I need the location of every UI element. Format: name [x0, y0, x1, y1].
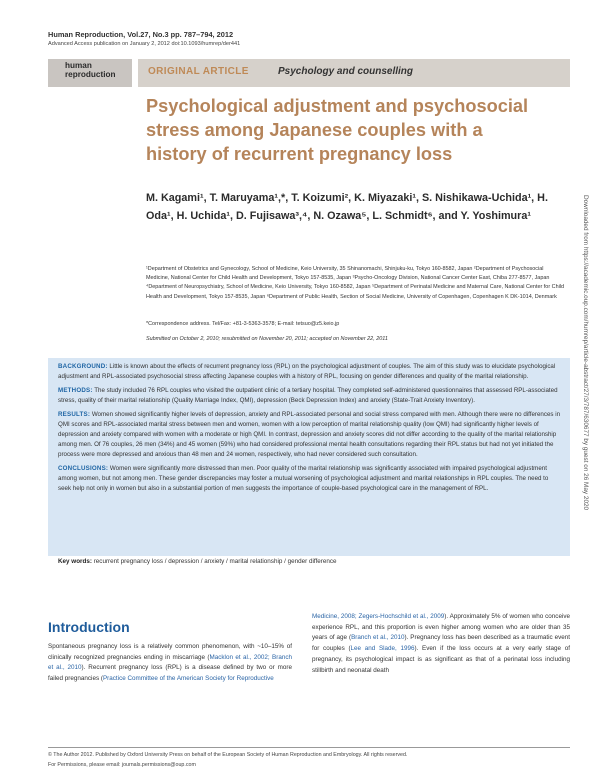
abstract-conclusions: [58, 464, 561, 494]
journal-logo: [48, 59, 132, 87]
intro-text: ). Approximately 5% of women who conceive experience RPL, and this proportion is even higher among women who are older than 35 years of age (: [312, 613, 570, 642]
intro-text: Spontaneous pregnancy loss is a relatively common phenomenon, with ~10–15% of clinically recognized pregnancies ending in miscarriage (: [48, 643, 292, 661]
download-watermark-text: Downloaded from https://academic.oup.com/humrep/article-abstract/27/3/787/630677 by guest on 26 May 2020: [582, 195, 589, 511]
citation-link[interactable]: Macklon et al., 2002; Branch et al., 2010: [48, 653, 292, 672]
download-watermark: [581, 195, 591, 570]
intro-text: ). Pregnancy loss has been described as a traumatic event for couples (: [312, 634, 570, 653]
author-list: M. Kagami¹, T. Maruyama¹,*, T. Koizumi², K. Miyazaki¹, S. Nishikawa-Uchida¹, H. Oda¹, H. Uchida¹, D. Fujisawa³,⁴, N. Ozawa⁵, L. Schmidt⁶, and Y. Yoshimura¹: [146, 192, 548, 222]
keywords-text: recurrent pregnancy loss / depression / anxiety / marital relationship / gender difference: [93, 558, 337, 565]
footer-divider: [48, 747, 570, 748]
article-section: Psychology and counselling: [278, 66, 414, 77]
journal-citation: Human Reproduction, Vol.27, No.3 pp. 787–794, 2012: [48, 30, 234, 39]
background-text: Little is known about the effects of recurrent pregnancy loss (RPL) on the psychological adjustment of couples. The aim of this study was to elucidate psychological adjustment and RPL-associated psychosocial stress affecting Japanese couples with a history of RPL, focusing on gender differences and quality of the marital relationship.: [58, 363, 556, 380]
conclusions-label: CONCLUSIONS:: [58, 465, 109, 472]
abstract-box: [48, 358, 570, 556]
citation-link[interactable]: Medicine, 2008; Zegers-Hochschild et al., 2009: [312, 613, 445, 620]
citation-link[interactable]: Branch et al., 2010: [351, 634, 405, 642]
results-label: RESULTS:: [58, 411, 91, 418]
background-label: BACKGROUND:: [58, 363, 108, 370]
article-type: ORIGINAL ARTICLE: [148, 66, 249, 77]
keywords-label: Key words:: [58, 558, 92, 565]
article-title: Psychological adjustment and psychosocial stress among Japanese couples with a history of recurrent pregnancy loss: [146, 96, 529, 164]
abstract-results: [58, 410, 561, 460]
advance-access-line: Advanced Access publication on January 2, 2012 doi:10.1093/humrep/der441: [48, 41, 241, 47]
correspondence: *Correspondence address. Tel/Fax: +81-3-5363-3578; E-mail: tetsuo@z5.keio.jp: [146, 321, 340, 327]
keywords: [58, 558, 568, 565]
intro-column-right: [312, 612, 570, 676]
permissions-notice: For Permissions, please email: journals.permissions@oup.com: [48, 762, 196, 768]
citation-link[interactable]: Lee and Slade, 1996: [350, 645, 415, 653]
logo-line-2: reproduction: [65, 69, 116, 79]
conclusions-text: Women were significantly more distressed than men. Poor quality of the marital relationship was significantly associated with impaired psychological adjustment among women, but not among men. These gender discrepancies may foster a mutual worsening of psychological adjustment and marital relationships in RPL couples. The need to seek help not only in women but also in a substantial portion of men suggests the importance of couple-based psychological care in the management of RPL.: [58, 465, 549, 492]
introduction-heading: Introduction: [48, 619, 130, 635]
intro-text: ). Recurrent pregnancy loss (RPL) is a disease defined by two or more failed pregnancies (: [48, 664, 292, 683]
logo-line-1: human: [65, 61, 92, 70]
article-section-bar: [138, 59, 570, 87]
affiliations: ¹Department of Obstetrics and Gynecology, School of Medicine, Keio University, 35 Shinanomachi, Shinjuku-ku, Tokyo 160-8582, Japan ²Department of Psychosocial Medicine, National Center for Child Health and Development, Tokyo 157-8535, Japan ³Psycho-Oncology Division, National Cancer Center East, Chiba 277-8577, Japan ⁴Department of Neuropsychiatry, School of Medicine, Keio University, Tokyo 160-8582, Japan ⁵Department of Perinatal Medicine and Maternal Care, National Center for Child Health and Development, Tokyo 157-8535, Japan ⁶Department of Public Health, Section of Social Medicine, University of Copenhagen, Copenhagen K DK-1014, Denmark: [146, 266, 565, 300]
copyright-notice: © The Author 2012. Published by Oxford University Press on behalf of the European Society of Human Reproduction and Embryology. All rights reserved.: [48, 752, 408, 758]
abstract-background: [58, 362, 561, 382]
methods-text: The study included 76 RPL couples who visited the outpatient clinic of a tertiary hospital. They completed self-administered questionnaires that assessed RPL-associated stress, quality of their marital relationship (Quality Marriage Index, QMI), depression (Beck Depression Index) and anxiety (State-Trait Anxiety Inventory).: [58, 387, 558, 404]
intro-column-left: [48, 642, 292, 685]
submission-dates: Submitted on October 2, 2010; resubmitted on November 20, 2011; accepted on November 22, 2011: [146, 336, 388, 342]
citation-link[interactable]: Practice Committee of the American Society for Reproductive: [102, 675, 274, 683]
intro-text: ). Even if the loss occurs at a very early stage of pregnancy, its psychological impact is as significant as that of a perinatal loss including stillbirth and neonatal death: [312, 645, 570, 674]
methods-label: METHODS:: [58, 387, 93, 394]
abstract-methods: [58, 386, 561, 406]
results-text: Women showed significantly higher levels of depression, anxiety and RPL-associated personal and social stress compared with men. Although there were no differences in QMI scores and RPL-associated marital stress between men and women, women with a low perception of marital relationship quality (low QMI) had significantly higher levels of depression and anxiety compared with women with a moderate or high QMI. In contrast, depression and anxiety scores did not differ according to the quality of the marital relationship among men. Of 76 couples, 26 men (34%) and 45 women (59%) who had considered professional mental health consultations regarding their RPL status but had not yet initiated the process were more depressed and anxious than 48 men and 24 women, respectively, who had never considered such consultation.: [58, 411, 561, 458]
